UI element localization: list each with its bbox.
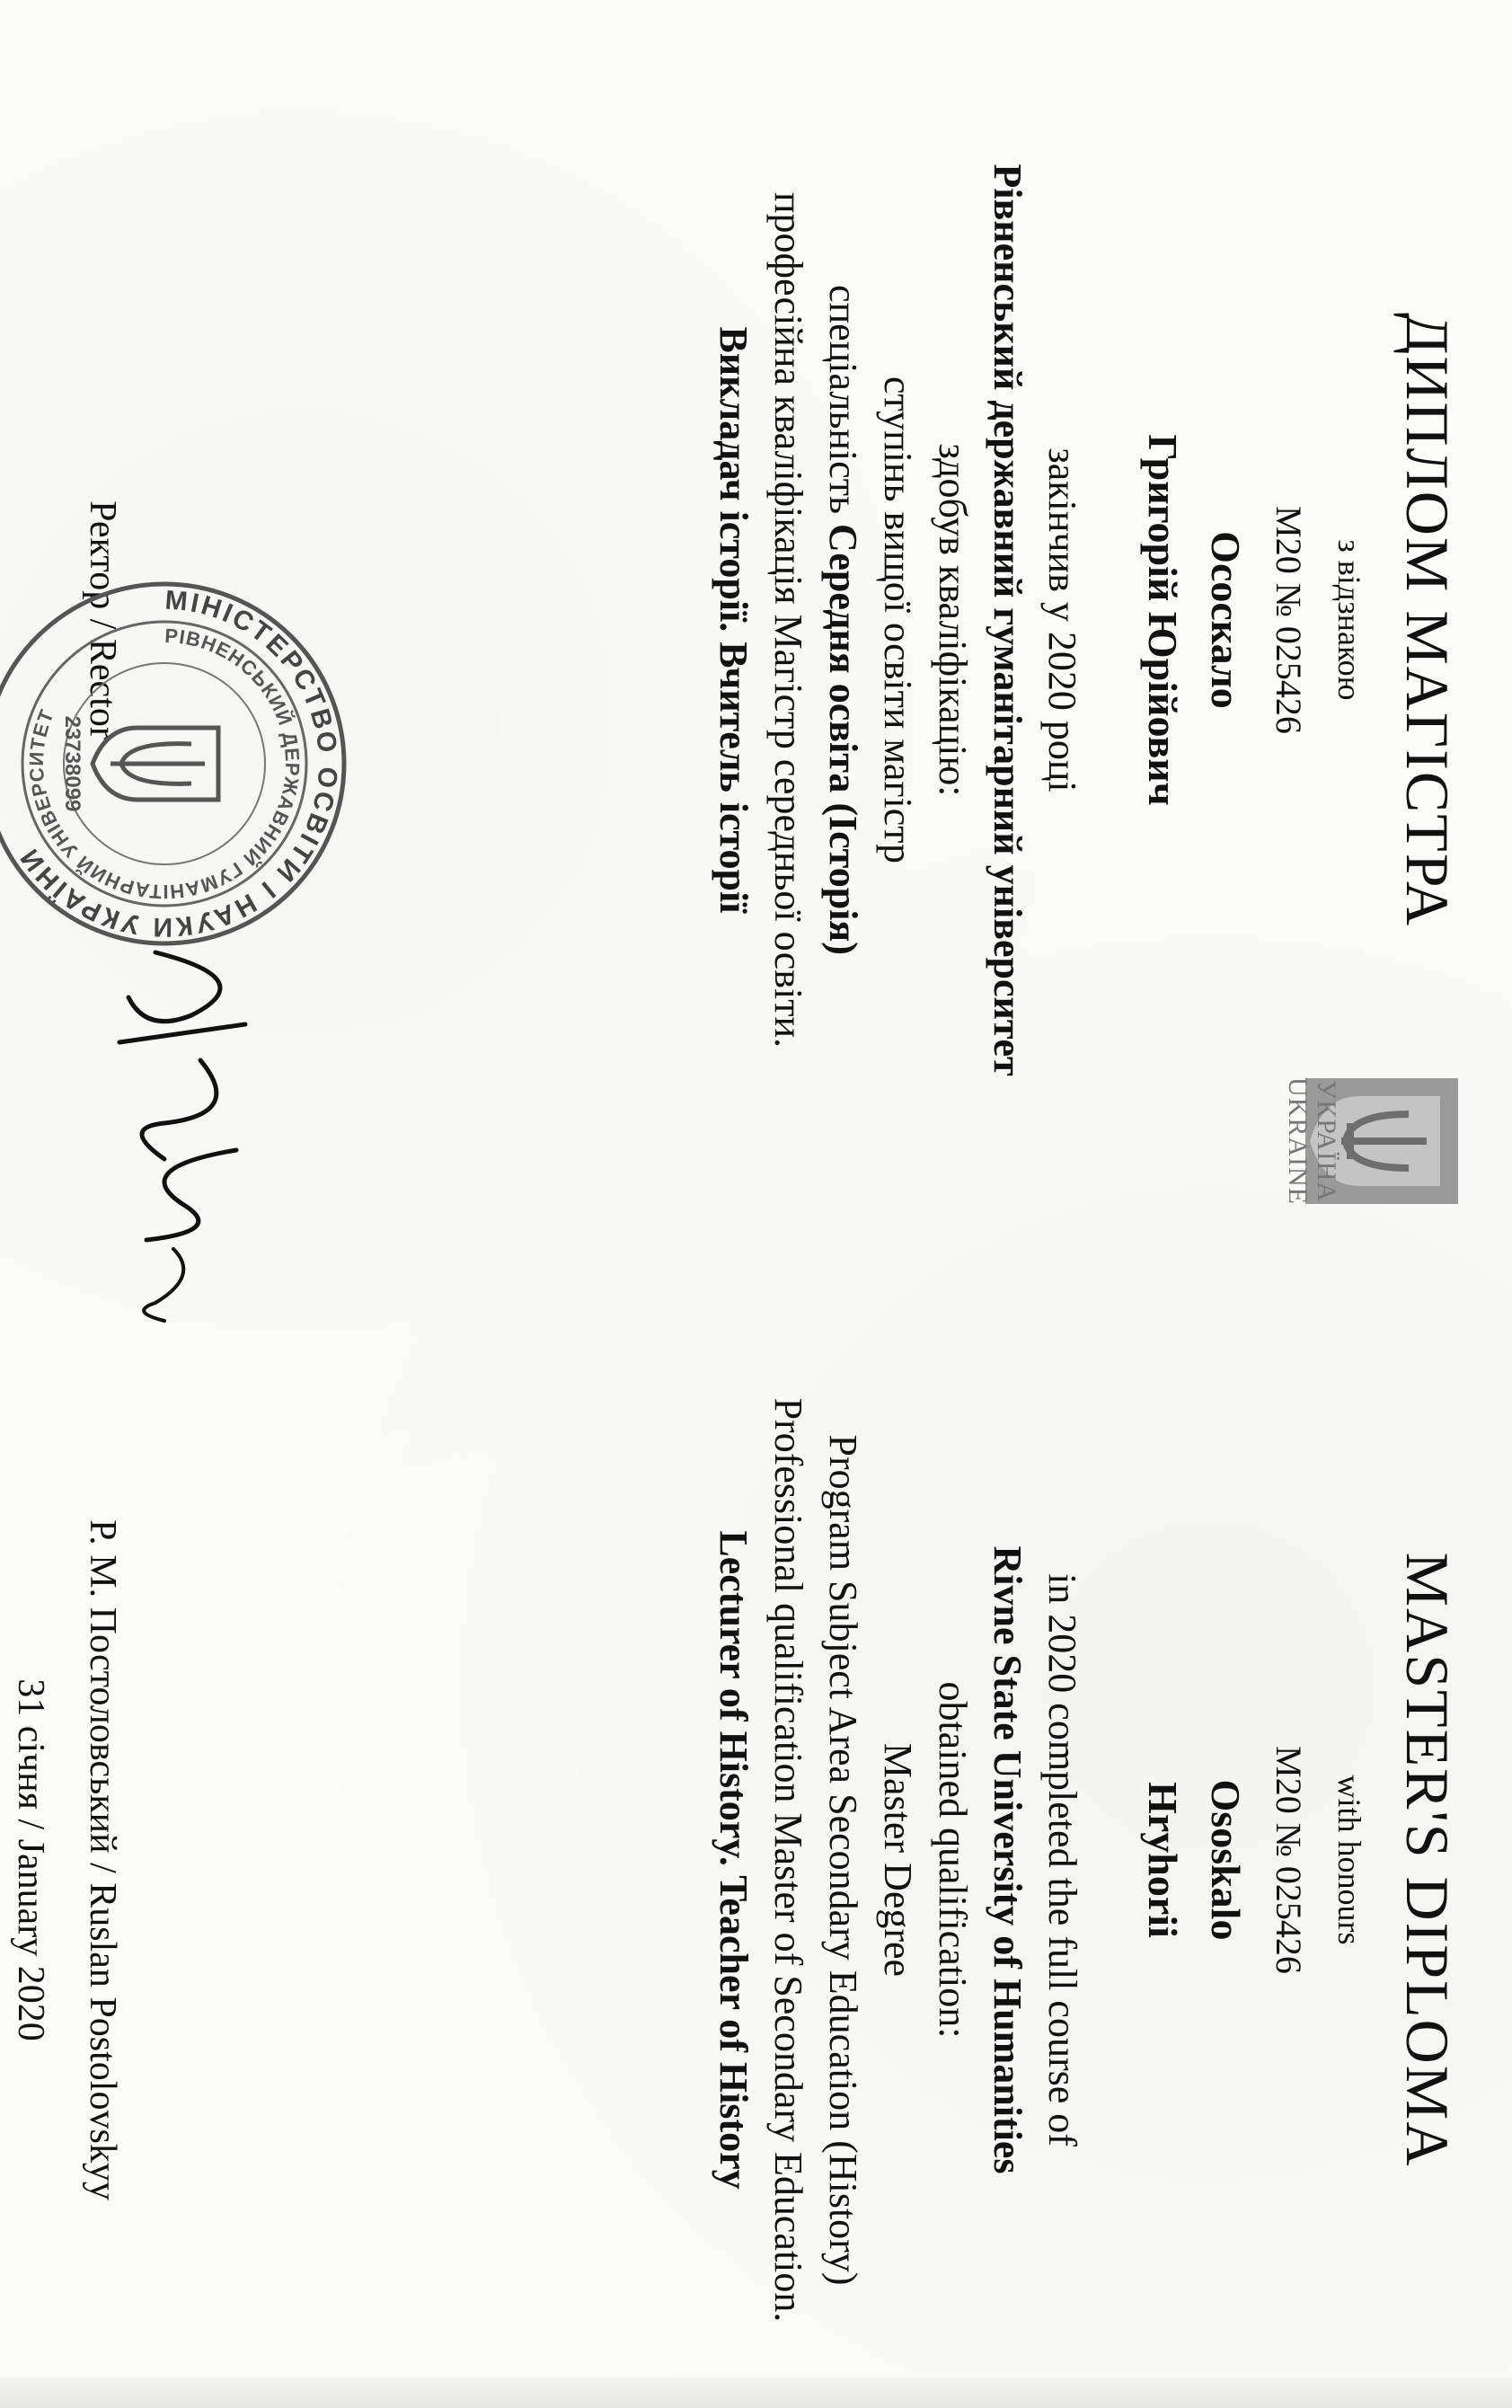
emblem-label-english: UKRAINE xyxy=(1283,1077,1313,1205)
ua-specialty-line xyxy=(820,90,866,1150)
en-degree: Master Degree xyxy=(876,1742,920,1978)
ua-serial-number: M20 № 025426 xyxy=(1269,506,1309,734)
en-title: MASTER'S DIPLOMA xyxy=(1393,1552,1462,2168)
en-obtained-line: obtained qualification: xyxy=(931,1681,975,2039)
en-rector-name: Р. М. Постоловський / Ruslan Postolovskyy xyxy=(82,1519,123,2200)
ua-qualification-line1: професійна кваліфікація Магістр середньої освіти. xyxy=(766,191,810,1049)
ua-obtained-line: здобув кваліфікацію: xyxy=(931,443,975,797)
ua-university: Рівненський державний гуманітарний університет xyxy=(986,164,1030,1076)
ua-honours: з відзнакою xyxy=(1331,539,1367,701)
emblem-label-ukrainian: УКРАЇНА xyxy=(1312,1079,1341,1203)
en-given-names: Hryhorii xyxy=(1140,1782,1186,1938)
ua-specialty: Середня освіта (Історія) xyxy=(821,524,865,955)
en-university: Rivne State University of Humanities xyxy=(986,1545,1030,2174)
ua-specialty-prefix: спеціальність xyxy=(821,285,865,515)
en-honours: with honours xyxy=(1331,1775,1367,1945)
ua-given-names: Григорій Юрійович xyxy=(1140,434,1186,806)
stamp-outer-text: МІНІСТЕРСТВО ОСВІТИ І НАУКИ УКРАЇНИ xyxy=(13,585,343,943)
en-serial-number: M20 № 025426 xyxy=(1269,1746,1309,1974)
ua-qualification-line2: Викладач історії. Вчитель історії xyxy=(712,326,756,914)
stamp-trident-icon xyxy=(93,728,218,800)
stamp-inner-text: РІВНЕНСЬКИЙ ДЕРЖАВНИЙ ГУМАНІТАРНИЙ УНІВЕРСИТЕТ xyxy=(24,624,305,904)
ua-rector-label: Ректор / Rector xyxy=(82,500,123,739)
en-qualification-line1: Professional qualification Master of Secondary Education. xyxy=(766,1397,810,2323)
en-surname: Ososkalo xyxy=(1203,1779,1249,1941)
ua-title: ДИПЛОМ МАГІСТРА xyxy=(1393,313,1462,927)
university-stamp xyxy=(0,575,353,952)
en-qualification-line2: Lecturer of History. Teacher of History xyxy=(712,1530,756,2190)
rector-signature xyxy=(93,934,299,1330)
en-issue-date: 31 січня / January 2020 xyxy=(10,1678,51,2041)
ua-degree: ступінь вищої освіти магістр xyxy=(876,376,920,864)
stamp-code: 23738099 xyxy=(60,715,84,812)
en-program: Program Subject Area Secondary Education (History) xyxy=(821,1434,865,2286)
ua-completed-line: закінчив у 2020 році xyxy=(1040,447,1084,792)
ua-surname: Ососкало xyxy=(1203,531,1249,709)
en-completed-line: in 2020 completed the full course of xyxy=(1040,1573,1084,2147)
